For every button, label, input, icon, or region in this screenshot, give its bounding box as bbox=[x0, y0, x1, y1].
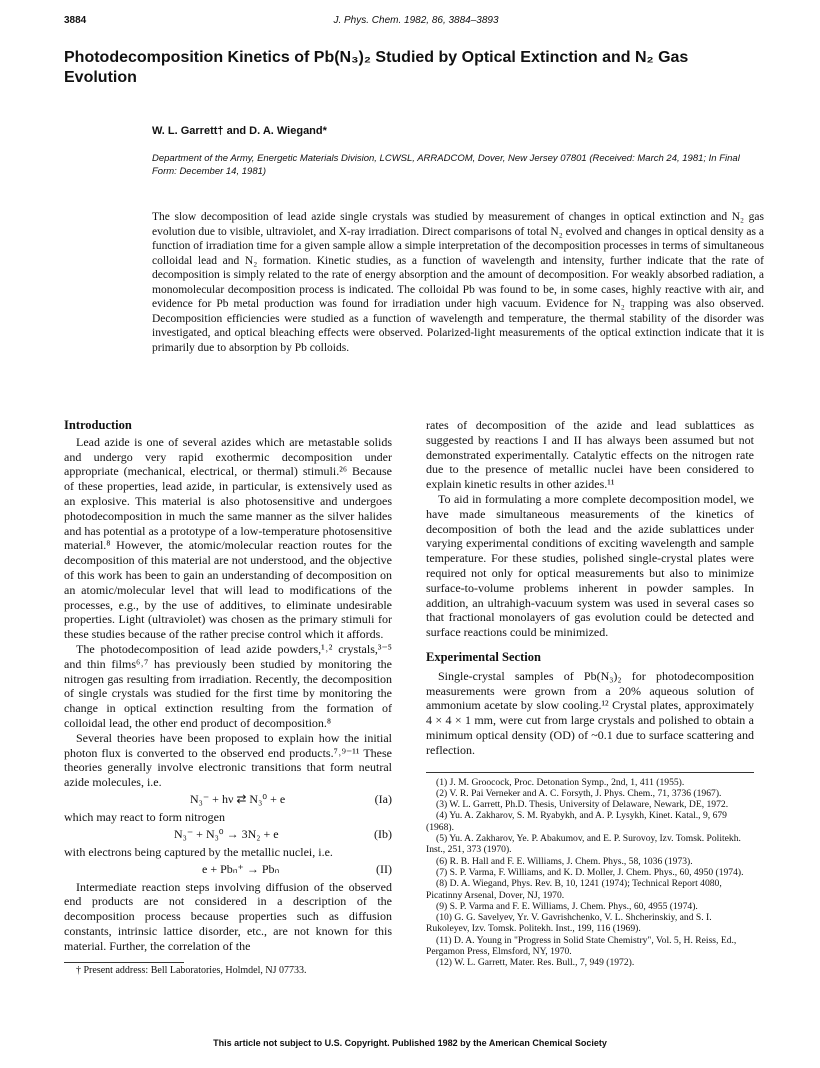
equation-ia bbox=[64, 792, 392, 808]
reference-item: (1) J. M. Groocock, Proc. Detonation Symp., 2nd, 1, 411 (1955). bbox=[436, 776, 685, 788]
abstract: The slow decomposition of lead azide single crystals was studied by measurement of changes in optical extinction and N₂ gas evolution due to visible, ultraviolet, and X-ray irradiation. Direct comparisons of total N₂ evolved and changes in optical density as a function of irradiation time for a given sample allow a simple interpretation of the decomposition processes in terms of simultaneous colloidal lead and N₂ formation. Kinetic studies, as a function of wavelength and intensity, further indicate that the rate of decomposition is simply related to the rate of energy absorption and the amount of decomposition. For weakly absorbed radiation, a monomolecular decomposition process is indicated. The colloidal Pb was found to be, in some cases, highly reactive with air, and evidence for Pb metal production was found for irradiation under high vacuum. Evidence for N₂ trapping was also observed. Decomposition efficiencies were studied as a function of wavelength and temperature, the thermal stability of the disorder was investigated, and optical bleaching effects were observed. Polarized-light measurements of the optical extinction indicate that it is primarily due to absorption by Pb colloids. bbox=[152, 211, 764, 354]
equation-text: N₃⁻ + hν ⇄ N₃⁰ + e bbox=[190, 791, 286, 806]
paragraph: The photodecomposition of lead azide powders,¹˒² crystals,³⁻⁵ and thin films⁶˒⁷ has previously been studied by monitoring the nitrogen gas resulting from irradiation. Recently, the decomposition of single crystals was studied for the first time by monitoring the change in optical extinction resulting from the formation of colloidal lead, the other end product of decomposition.⁸ bbox=[64, 641, 392, 730]
reference-item: (9) S. P. Varma and F. E. Williams, J. Chem. Phys., 60, 4955 (1974). bbox=[436, 900, 698, 912]
journal-citation: J. Phys. Chem. 1982, 86, 3884–3893 bbox=[333, 15, 499, 26]
reference-item: (4) Yu. A. Zakharov, S. M. Ryabykh, and A. P. Lysykh, Kinet. Katal., 9, 679 (1968). bbox=[426, 810, 727, 833]
reference-item: (3) W. L. Garrett, Ph.D. Thesis, University of Delaware, Newark, DE, 1972. bbox=[436, 799, 729, 811]
footnote: † Present address: Bell Laboratories, Holmdel, NJ 07733. bbox=[76, 964, 307, 976]
left-column bbox=[64, 418, 392, 977]
right-column bbox=[426, 418, 754, 969]
section-heading-introduction: Introduction bbox=[64, 418, 132, 432]
paragraph: with electrons being captured by the metallic nuclei, i.e. bbox=[64, 844, 333, 859]
section-heading-experimental: Experimental Section bbox=[426, 649, 541, 664]
paragraph: Several theories have been proposed to explain how the initial photon flux is converted to the observed end products.⁷˒⁹⁻¹¹ These theories generally involve electronic transitions that form neutral azide molecules, i.e. bbox=[64, 730, 392, 790]
article-title: Photodecomposition Kinetics of Pb(N₃)₂ Studied by Optical Extinction and N₂ Gas Evolution bbox=[64, 49, 689, 86]
equation-number: (Ia) bbox=[374, 791, 392, 806]
reference-item: (2) V. R. Pai Verneker and A. C. Forsyth, J. Phys. Chem., 71, 3736 (1967). bbox=[436, 787, 722, 799]
footnote-rule bbox=[64, 962, 184, 963]
equation-ib bbox=[64, 827, 392, 843]
page-number: 3884 bbox=[64, 15, 87, 26]
reference-item: (11) D. A. Young in "Progress in Solid State Chemistry", Vol. 5, H. Reiss, Ed., Pergamon Press, Elmsford, NY, 1970. bbox=[426, 934, 737, 957]
reference-item: (12) W. L. Garrett, Mater. Res. Bull., 7, 949 (1972). bbox=[436, 957, 635, 969]
paragraph: To aid in formulating a more complete decomposition model, we have made simultaneous measurements of the kinetics of decomposition of both the lead and the azide sublattices under varying experimental conditions of exciting wavelength and sample temperature. For these studies, polished single-crystal plates were required not only for optical measurements but also to minimize surface-to-volume problems inherent in powder samples. In addition, an ultrahigh-vacuum system was used in several cases so that fractional monolayers of gas evolution could be detected and surface reactions could be minimized. bbox=[426, 491, 754, 640]
equation-text: N₃⁻ + N₃⁰ → 3N₂ + e bbox=[174, 826, 279, 841]
reference-item: (8) D. A. Wiegand, Phys. Rev. B, 10, 1241 (1974); Technical Report 4080, Picatinny Arsenal, Dover, NJ, 1970. bbox=[426, 878, 722, 901]
reference-item: (6) R. B. Hall and F. E. Williams, J. Chem. Phys., 58, 1036 (1973). bbox=[436, 855, 693, 867]
paragraph: Lead azide is one of several azides which are metastable solids and undergo very rapid exothermic decomposition under appropriate (mechanical, electrical, or thermal) stimuli.²⁶ Because of these properties, lead azide, in particular, is extensively used as an explosive. This material is also photosensitive and undergoes photodecomposition in much the same manner as the silver halides and has potential as a prototype of a low-temperature photosensitive material.⁸ However, the atomic/molecular reaction routes for the decomposition of this material are not understood, and the objective of this work has been to gain an understanding of decomposition on an atomic/molecular level that will lead to modifications of the processes, e.g., by the use of additives, to eliminate undesirable properties. Light (ultraviolet) was chosen as the primary stimuli for these studies because of the rather precise control which it affords. bbox=[64, 434, 392, 642]
reference-item: (10) G. G. Savelyev, Yr. V. Gavrishchenko, V. L. Shcherinskiy, and S. I. Rukoleyev, Izv. Tomsk. Politekh. Inst., 199, 116 (1969). bbox=[426, 912, 712, 935]
reference-item: (5) Yu. A. Zakharov, Ye. P. Abakumov, and E. P. Surovoy, Izv. Tomsk. Politekh. Inst., 251, 373 (1970). bbox=[426, 833, 741, 856]
equation-number: (Ib) bbox=[374, 826, 392, 841]
affiliation: Department of the Army, Energetic Materials Division, LCWSL, ARRADCOM, Dover, New Jersey 07801 (Received: March 24, 1981; In Final Form: December 14, 1981) bbox=[152, 153, 740, 177]
paragraph: which may react to form nitrogen bbox=[64, 809, 225, 824]
copyright-footer: This article not subject to U.S. Copyright. Published 1982 by the American Chemical Society bbox=[213, 1038, 607, 1048]
paragraph: rates of decomposition of the azide and lead sublattices as suggested by reactions I and II has always been assumed but not demonstrated experimentally. Catalytic effects on the nitrogen rate due to the presence of metallic nuclei have been considered to explain kinetic results in other azides.¹¹ bbox=[426, 418, 754, 492]
running-header bbox=[64, 12, 768, 30]
equation-text: e + Pbₙ⁺ → Pbₙ bbox=[202, 861, 280, 876]
paragraph: Single-crystal samples of Pb(N₃)₂ for photodecomposition measurements were grown from a 20% aqueous solution of ammonium acetate by slow cooling.¹² Crystal plates, approximately 4 × 4 × 1 mm, were cut from large crystals and polished to obtain a minimum optical density (OD) of ~0.1 due to surface scattering and reflection. bbox=[426, 668, 754, 757]
reference-list bbox=[426, 772, 754, 969]
equation-ii bbox=[64, 862, 392, 878]
paragraph: Intermediate reaction steps involving diffusion of the observed end products are not considered in a description of the decomposition process because properties such as diffusion constants, intrinsic lattice disorder, etc., are not known for this material. Further, the correlation of the bbox=[64, 879, 392, 953]
author-list: W. L. Garrett† and D. A. Wiegand* bbox=[152, 125, 327, 137]
equation-number: (II) bbox=[376, 861, 392, 876]
reference-item: (7) S. P. Varma, F. Williams, and K. D. Moller, J. Chem. Phys., 60, 4950 (1974). bbox=[436, 866, 744, 878]
